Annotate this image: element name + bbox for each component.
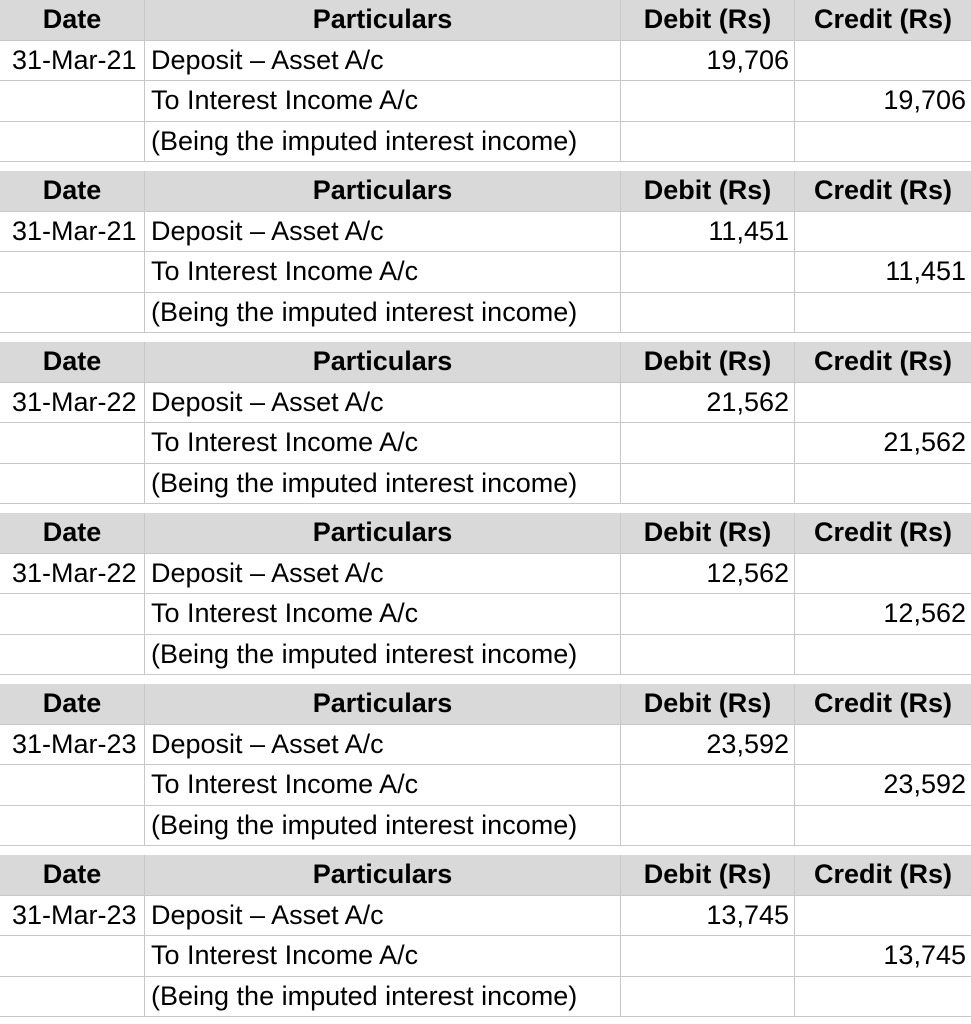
credit-account: To Interest Income A/c [145,81,621,122]
header-row [0,855,971,896]
empty-cell [0,594,145,635]
date-header: Date [0,0,145,41]
empty-cell [621,635,795,676]
narration: (Being the imputed interest income) [145,293,621,334]
empty-cell [621,936,795,977]
empty-cell [795,293,971,334]
credit-header: Credit (Rs) [795,171,971,212]
narration-row [0,977,971,1018]
credit-account: To Interest Income A/c [145,936,621,977]
date-header: Date [0,855,145,896]
particulars-header: Particulars [145,855,621,896]
entry-date: 31-Mar-21 [0,212,145,253]
narration-row [0,635,971,676]
empty-cell [795,725,971,766]
debit-header: Debit (Rs) [621,0,795,41]
credit-row [0,423,971,464]
empty-cell [0,252,145,293]
narration: (Being the imputed interest income) [145,806,621,847]
credit-row [0,765,971,806]
credit-account: To Interest Income A/c [145,252,621,293]
narration: (Being the imputed interest income) [145,977,621,1018]
date-header: Date [0,684,145,725]
journal-entry [0,342,971,504]
empty-cell [795,41,971,82]
credit-amount: 19,706 [795,81,971,122]
debit-row [0,896,971,937]
header-row [0,171,971,212]
debit-account: Deposit – Asset A/c [145,383,621,424]
empty-cell [621,81,795,122]
empty-cell [795,806,971,847]
debit-amount: 13,745 [621,896,795,937]
empty-cell [621,252,795,293]
debit-row [0,725,971,766]
header-row [0,513,971,554]
credit-row [0,594,971,635]
empty-cell [795,383,971,424]
journal-entry [0,0,971,162]
narration-row [0,806,971,847]
entry-date: 31-Mar-22 [0,383,145,424]
narration: (Being the imputed interest income) [145,464,621,505]
header-row [0,342,971,383]
credit-account: To Interest Income A/c [145,594,621,635]
credit-amount: 23,592 [795,765,971,806]
date-header: Date [0,342,145,383]
date-header: Date [0,171,145,212]
empty-cell [0,765,145,806]
empty-cell [0,423,145,464]
particulars-header: Particulars [145,684,621,725]
credit-header: Credit (Rs) [795,684,971,725]
credit-row [0,936,971,977]
empty-cell [0,81,145,122]
particulars-header: Particulars [145,513,621,554]
empty-cell [795,554,971,595]
empty-cell [621,806,795,847]
empty-cell [0,936,145,977]
narration-row [0,464,971,505]
entry-date: 31-Mar-22 [0,554,145,595]
credit-header: Credit (Rs) [795,513,971,554]
credit-header: Credit (Rs) [795,0,971,41]
empty-cell [621,423,795,464]
entry-date: 31-Mar-23 [0,725,145,766]
empty-cell [795,212,971,253]
empty-cell [795,122,971,163]
empty-cell [621,977,795,1018]
empty-cell [795,635,971,676]
empty-cell [795,464,971,505]
empty-cell [621,293,795,334]
entry-date: 31-Mar-21 [0,41,145,82]
empty-cell [621,122,795,163]
header-row [0,684,971,725]
journal-entry [0,855,971,1017]
debit-header: Debit (Rs) [621,855,795,896]
header-row [0,0,971,41]
debit-row [0,212,971,253]
empty-cell [0,122,145,163]
debit-row [0,41,971,82]
debit-header: Debit (Rs) [621,171,795,212]
empty-cell [0,464,145,505]
particulars-header: Particulars [145,0,621,41]
credit-row [0,252,971,293]
date-header: Date [0,513,145,554]
debit-account: Deposit – Asset A/c [145,725,621,766]
debit-amount: 21,562 [621,383,795,424]
debit-header: Debit (Rs) [621,513,795,554]
debit-header: Debit (Rs) [621,684,795,725]
entry-date: 31-Mar-23 [0,896,145,937]
credit-amount: 21,562 [795,423,971,464]
narration-row [0,122,971,163]
empty-cell [621,594,795,635]
debit-row [0,554,971,595]
debit-amount: 11,451 [621,212,795,253]
credit-amount: 13,745 [795,936,971,977]
credit-row [0,81,971,122]
debit-account: Deposit – Asset A/c [145,896,621,937]
empty-cell [795,896,971,937]
debit-amount: 19,706 [621,41,795,82]
empty-cell [621,765,795,806]
journal-entry [0,684,971,846]
empty-cell [0,293,145,334]
particulars-header: Particulars [145,171,621,212]
credit-amount: 12,562 [795,594,971,635]
credit-amount: 11,451 [795,252,971,293]
narration-row [0,293,971,334]
empty-cell [621,464,795,505]
debit-account: Deposit – Asset A/c [145,212,621,253]
narration: (Being the imputed interest income) [145,122,621,163]
journal-entry [0,513,971,675]
empty-cell [0,635,145,676]
empty-cell [0,806,145,847]
credit-header: Credit (Rs) [795,855,971,896]
particulars-header: Particulars [145,342,621,383]
credit-header: Credit (Rs) [795,342,971,383]
debit-header: Debit (Rs) [621,342,795,383]
journal-entry [0,171,971,333]
debit-amount: 12,562 [621,554,795,595]
debit-row [0,383,971,424]
credit-account: To Interest Income A/c [145,765,621,806]
credit-account: To Interest Income A/c [145,423,621,464]
empty-cell [795,977,971,1018]
narration: (Being the imputed interest income) [145,635,621,676]
debit-amount: 23,592 [621,725,795,766]
empty-cell [0,977,145,1018]
debit-account: Deposit – Asset A/c [145,554,621,595]
debit-account: Deposit – Asset A/c [145,41,621,82]
